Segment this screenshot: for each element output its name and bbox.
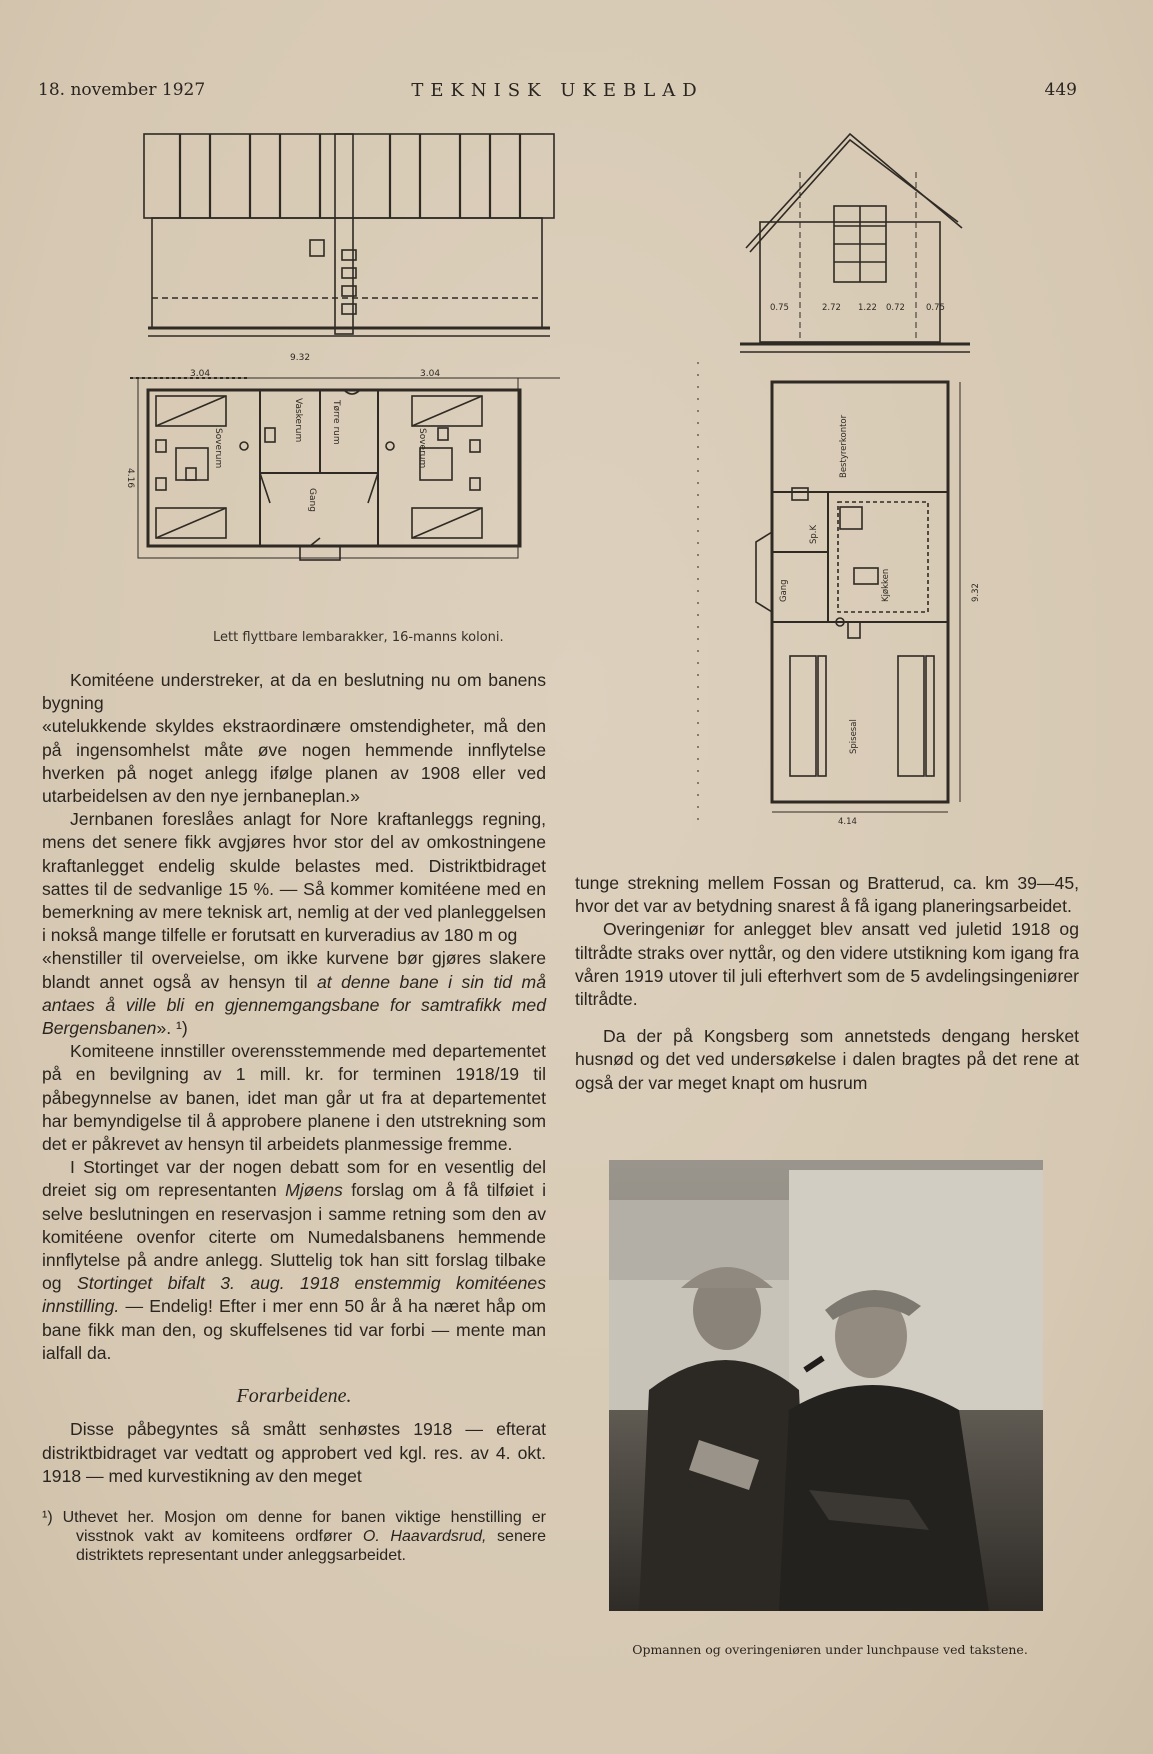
room-soverum-left: Soverum [213,428,223,469]
text-emphasis: Stortinget bifalt 3. aug. 1918 enstemmig komitéenes innstilling. [42,1273,546,1317]
side-height: 4.16 [125,468,135,489]
footnote-text: ¹) Uthevet her. Mosjon om denne for banen viktige henstilling er visstnok vakt av komiteens ordfører [42,1508,546,1545]
room-torre-rum: Tørre rum [331,400,341,445]
text-run: forslag om å få tilføiet i selve beslutningen en reservasjon i samme retning som den av komitéene ovenfor citerte om Numedalsbanens hemmende innflytelse på andre anlegg. Sluttelig tok han sitt forslag tilbake og [42,1180,546,1294]
quote-1: «utelukkende skyldes ekstraordinære omstendigheter, må den på ingensomhelst måte øve nogen hemmende innflytelse hverken på noget anlegg ifølge planen av 1908 eller ved utarbeidelsen av den nye jernbaneplan.» [42,716,546,807]
right-column [575,872,1079,1095]
room-gang: Gang [307,488,317,512]
length-label: 9.32 [971,583,981,602]
footnote [42,1508,546,1565]
footnote-text: senere distriktets representant under anleggsarbeidet. [76,1527,546,1564]
room-gang-right: Gang [779,579,789,602]
paragraph: Overingeniør for anlegget blev ansatt ved juletid 1918 og tiltrådte straks over nyttår, og den videre utstikning kom igang fra våren 1919 utover til juli efterhvert som de 5 avdelingsingeniører tiltrådte. [575,919,1079,1010]
barrack-drawing-svg [120,128,580,618]
photograph-svg [609,1160,1043,1611]
quote-2-emphasis: at denne bane i sin tid må antaes å ville bli en gjennemgangsbane for samtrafikk med Bergensbanen [42,971,546,1039]
room-kjokken: Kjøkken [881,568,891,602]
photo-caption: Opmannen og overingeniøren under lunchpause ved takstene. [632,1642,1028,1657]
header-date: 18. november 1927 [38,80,206,100]
figure-caption-barracks: Lett flyttbare lembarakker, 16-manns koloni. [213,630,504,645]
paragraph: Da der på Kongsberg som annetsteds dengang hersket husnød og det ved undersøkelse i dalen bragtes på det rene at også der var meget knapt om husrum [575,1026,1079,1093]
room-soverum-right: Soverum [417,428,427,469]
room-spisesal: Spisesal [849,719,859,754]
room-spk: Sp.K [809,524,819,544]
gable-dim-2: 2.72 [822,303,841,313]
paragraph: Komitéene understreker, at da en beslutning nu om banens bygning [42,670,546,714]
journal-title: TEKNISK UKEBLAD [411,80,704,101]
messhall-drawing [690,132,990,832]
page-header [38,80,1077,104]
dim-total: 9.32 [290,353,311,363]
text-run: — Endelig! Efter i mer enn 50 år å ha næret håp om bane fikk man den, og skuffelsenes tid var forbi — mente man ialfall da. [42,1296,546,1363]
paragraph: Jernbanen foreslåes anlagt for Nore kraftanleggs regning, mens det senere fikk avgjøres hvor stor del av omkostningene kraftanlegget endelig skulde belastes med. Distriktbidraget sattes til de sedvanlige 15 %. — Så kommer komitéene med en bemerkning av mere teknisk art, nemlig at der ved planleggelsen i nokså mange tilfelle er forutsatt en kurveradius av 180 m og [42,809,546,946]
gable-dim-4: 0.72 [886,303,905,313]
photograph [609,1160,1043,1611]
quote-2-end: ». ¹) [156,1018,188,1039]
paragraph: tunge strekning mellem Fossan og Bratterud, ca. km 39—45, hvor det var av betydning snarest å få igang planeringsarbeidet. [575,873,1079,917]
footnote-emphasis: O. Haavardsrud, [362,1527,487,1545]
barrack-drawing [120,128,580,618]
paragraph: Komiteene innstiller overensstemmende med departementet på en bevilgning av 1 mill. kr. for terminen 1918/19 til påbegynnelse av banen, idet man går ut fra at departementet har bemyndigelse til å approbere planene i den utstrekning som det er påkrevet av hensyn til arbeidets planmessige fremme. [42,1041,546,1155]
room-vaskerum: Vaskerum [293,398,303,443]
room-bestyrerkontor: Bestyrerkontor [839,414,849,478]
text-run: I Stortinget var der nogen debatt som for en vesentlig del dreiet sig om representanten [42,1157,546,1201]
dim-right: 3.04 [420,369,441,379]
gable-dim-5: 0.75 [926,303,945,313]
quote-2 [42,947,546,1040]
quote-2-text: «henstiller til overveielse, om ikke kurvene bør gjøres slakere blandt annet også av hensyn til [42,948,546,992]
text-emphasis: Mjøens [285,1180,343,1201]
left-column [42,669,546,1565]
paragraph [42,1156,546,1365]
gable-dim-3: 1.22 [858,303,877,313]
dim-left: 3.04 [190,369,211,379]
messhall-drawing-svg [690,132,990,832]
gable-dim-1: 0.75 [770,303,789,313]
page-number: 449 [1044,80,1077,100]
section-heading: Forarbeidene. [236,1385,352,1408]
width-label: 4.14 [838,817,857,827]
paragraph: Disse påbegyntes så smått senhøstes 1918 — efterat distriktbidraget var vedtatt og approbert ved kgl. res. av 4. okt. 1918 — med kurvestikning av den meget [42,1419,546,1486]
